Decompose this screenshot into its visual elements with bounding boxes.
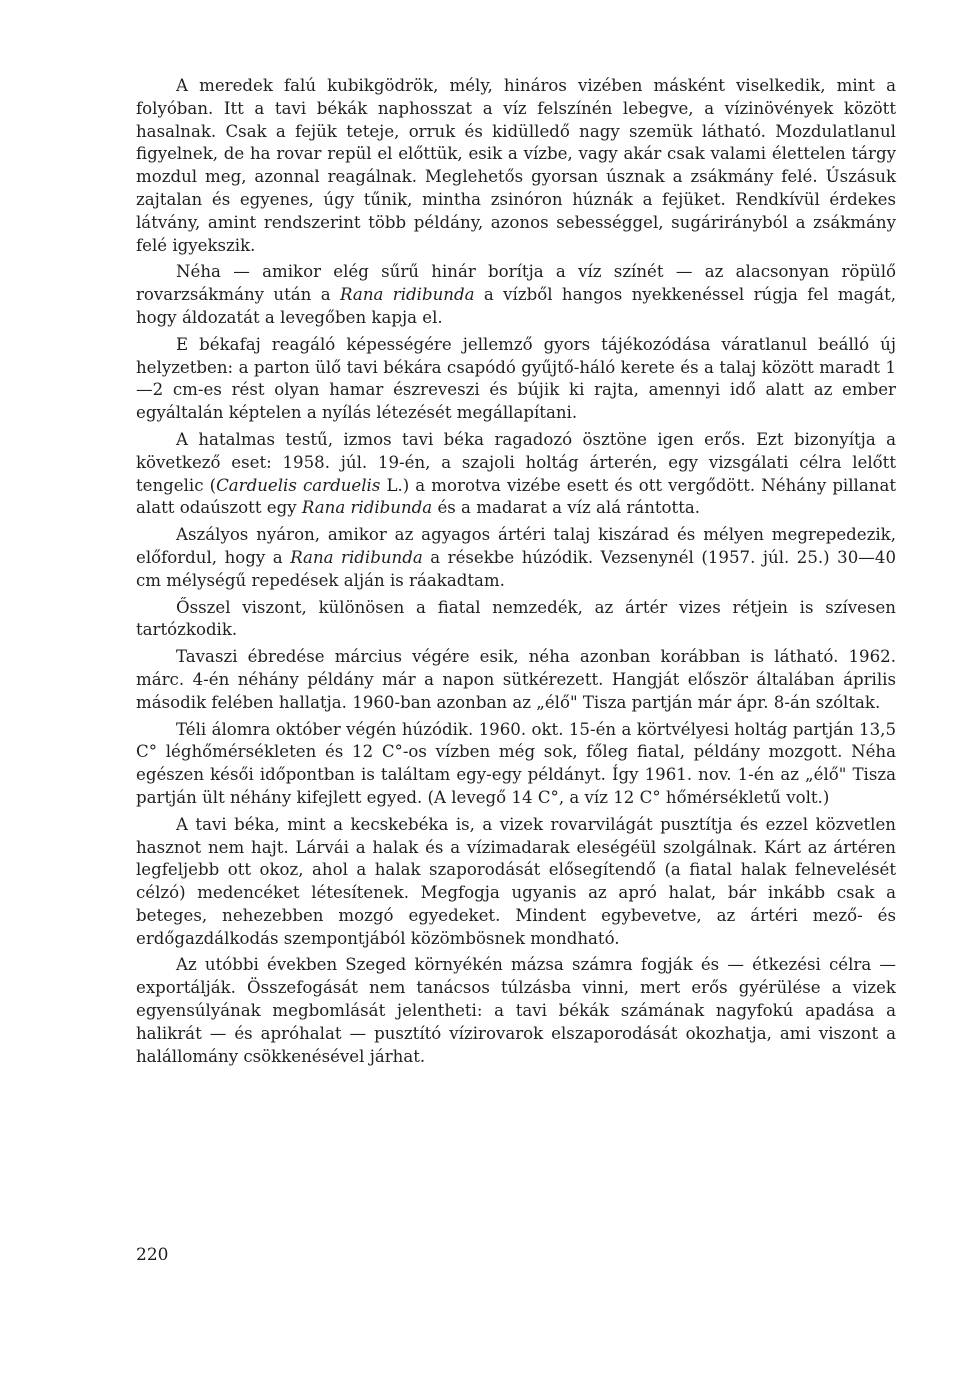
text-run: E békafaj reagáló képességére jellemző gyors tájékozódása váratlanul beálló új helyzetben: a parton ülő tavi békára csapódó gyűjtő-háló kerete és a talaj között maradt 1—2 cm-es rést olyan hamar észreveszi és bújik ki rajta, amennyi idő alatt az ember egyáltalán képtelen a nyílás létezését megállapítani. bbox=[136, 334, 896, 423]
text-run: és a madarat a víz alá rántotta. bbox=[432, 498, 701, 518]
paragraph bbox=[136, 524, 896, 592]
italic-species-name: Rana ridibunda bbox=[340, 285, 475, 305]
page-body bbox=[136, 75, 896, 1068]
paragraph bbox=[136, 954, 896, 1068]
page-number: 220 bbox=[136, 1245, 169, 1265]
paragraph bbox=[136, 75, 896, 257]
italic-species-name: Rana ridibunda bbox=[290, 547, 423, 567]
text-run: A tavi béka, mint a kecskebéka is, a vizek rovarvilágát pusztítja és ezzel közvetlen hasznot nem hajt. Lárvái a halak és a vízimadarak eleségéül szolgálnak. Kárt az ártéren legfeljebb ott okoz, ahol a halak szaporodását elősegítendő (a fiatal halak felnevelését célzó) medencéket létesítenek. Megfogja ugyanis az apró halat, bár inkább csak a beteges, nehezebben mozgó egyedeket. Mindent egybevetve, az ártéri mező- és erdőgazdálkodás szempontjából közömbösnek mondható. bbox=[136, 814, 896, 948]
text-run: Az utóbbi években Szeged környékén mázsa számra fogják és — étkezési célra — exportálják. Összefogását nem tanácsos túlzásba vinni, mert erős gyérülése a vizek egyensúlyának megbomlását jelentheti: a tavi békák számának nagyfokú apadása a halikrát — és apróhalat — pusztító vízirovarok elszaporodását okozhatja, ami viszont a halállomány csökkenésével járhat. bbox=[136, 955, 896, 1066]
paragraph bbox=[136, 646, 896, 714]
paragraph bbox=[136, 719, 896, 810]
paragraph bbox=[136, 429, 896, 520]
text-run: L.) a morotva vizébe esett és ott vergődött. Néhány pillanat alatt odaúszott egy bbox=[136, 475, 896, 518]
text-run: a résekbe húzódik. Vezsenynél (1957. júl. 25.) 30—40 cm mélységű repedések alján is ráakadtam. bbox=[136, 547, 896, 590]
text-run: A hatalmas testű, izmos tavi béka ragadozó ösztöne igen erős. Ezt bizonyítja a következő eset: 1958. júl. 19-én, a szajoli holtág árterén, egy vizsgálati célra lelőtt tengelic ( bbox=[136, 429, 896, 495]
text-run: Ősszel viszont, különösen a fiatal nemzedék, az ártér vizes rétjein is szívesen tartózkodik. bbox=[136, 597, 896, 640]
text-run: A meredek falú kubikgödrök, mély, hináros vizében másként viselkedik, mint a folyóban. Itt a tavi békák naphosszat a víz felszínén lebegve, a vízinövények között hasalnak. Csak a fejük teteje, orruk és kidülledő nagy szemük látható. Mozdulatlanul figyelnek, de ha rovar repül el előttük, esik a vízbe, vagy akár csak valami élettelen tárgy mozdul meg, azonnal reagálnak. Meglehetős gyorsan úsznak a zsákmány felé. Úszásuk zajtalan és egyenes, úgy tűnik, mintha zsinóron húznák a fejüket. Rendkívül érdekes látvány, amint rendszerint több példány, azonos sebességgel, sugárirányból a zsákmány felé igyekszik. bbox=[136, 76, 896, 255]
text-run: Téli álomra október végén húzódik. 1960. okt. 15-én a körtvélyesi holtág partján 13,5 C° léghőmérsékleten és 12 C°-os vízben még sok, főleg fiatal, példány mozgott. Néha egészen késői időpontban is találtam egy-egy példányt. Így 1961. nov. 1-én az „élő" Tisza partján ült néhány kifejlett egyed. (A levegő 14 C°, a víz 12 C° hőmérsékletű volt.) bbox=[136, 719, 896, 807]
text-run: a vízből hangos nyekkenéssel rúgja fel magát, hogy áldozatát a levegőben kapja el. bbox=[136, 285, 897, 327]
paragraph bbox=[136, 814, 896, 951]
italic-species-name: Carduelis carduelis bbox=[216, 475, 381, 495]
italic-species-name: Rana ridibunda bbox=[301, 498, 433, 518]
text-run: Néha — amikor elég sűrű hinár borítja a víz színét — az alacsonyan röpülő rovarzsákmány után a bbox=[136, 262, 896, 305]
paragraph bbox=[136, 261, 896, 329]
paragraph bbox=[136, 334, 896, 425]
text-run: Aszályos nyáron, amikor az agyagos ártéri talaj kiszárad és mélyen megrepedezik, előfordul, hogy a bbox=[136, 525, 896, 567]
text-run: Tavaszi ébredése március végére esik, néha azonban korábban is látható. 1962. márc. 4-én néhány példány már a napon sütkérezett. Hangját először általában április második felében hallatja. 1960-ban azonban az „élő" Tisza partján már ápr. 8-án szóltak. bbox=[136, 647, 896, 712]
paragraph bbox=[136, 597, 896, 643]
